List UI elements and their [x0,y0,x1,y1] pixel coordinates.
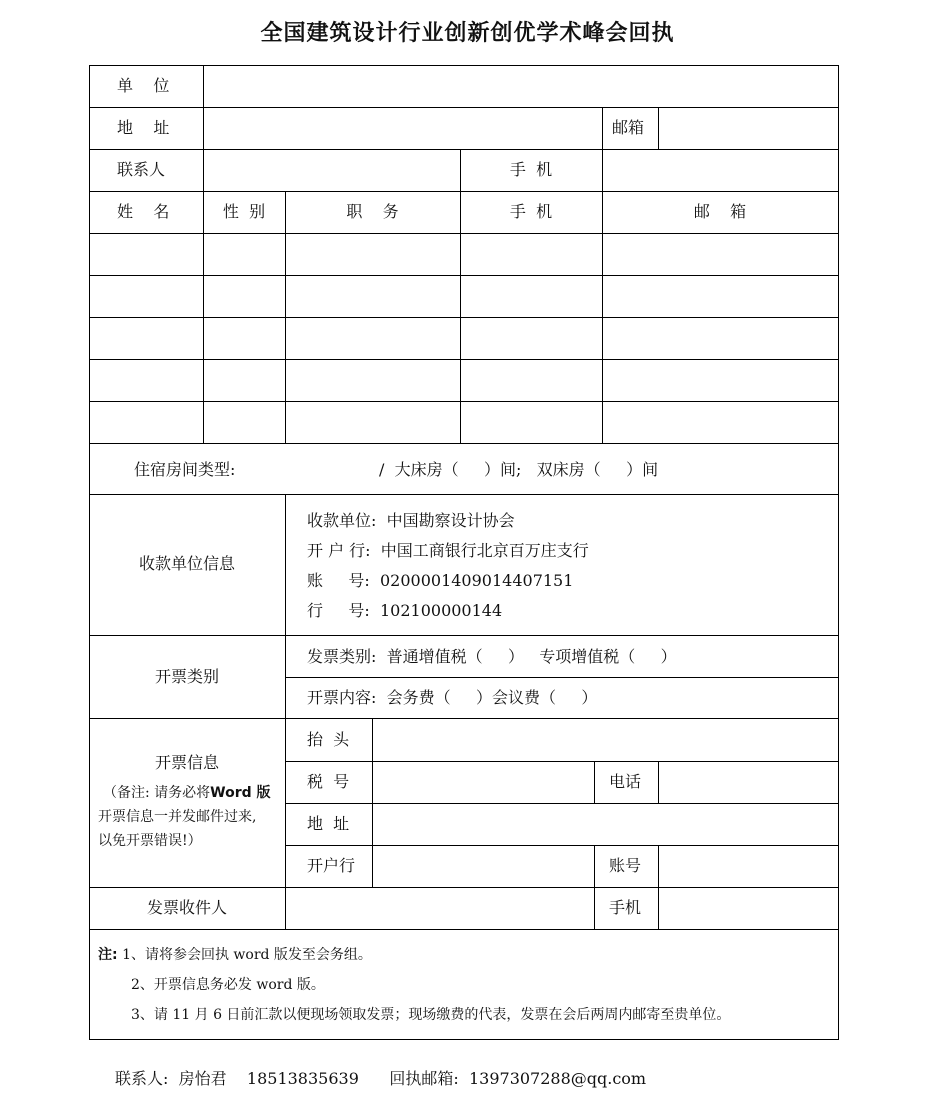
invoice-content: 开票内容: 会务费（ ）会议费（ ） [307,688,598,707]
row-divider [285,761,839,762]
col-divider [602,107,603,149]
col-divider [203,65,204,443]
row-divider [285,845,839,846]
col-divider [602,149,603,443]
note-item: 3、请 11 月 6 日前汇款以便现场领取发票；现场缴费的代表，发票在会后两周内邮寄至贵单位。 [131,1007,731,1023]
invoice-tax-label: 税 号 [307,772,350,791]
form-title: 全国建筑设计行业创新创优学术峰会回执 [260,21,675,46]
row-divider [89,401,839,402]
row-divider [89,275,839,276]
col-header-phone: 手 机 [509,202,553,221]
note-item: 2、开票信息务必发 word 版。 [131,977,325,993]
footer [115,1066,646,1089]
row-divider [89,635,839,636]
col-divider [285,191,286,443]
recipient-phone-label: 手机 [609,898,642,917]
registration-form [89,65,839,1039]
col-divider [658,107,659,149]
row-divider [89,718,839,719]
row-divider [89,887,839,888]
col-divider [285,494,286,929]
payee-label: 收款单位信息 [138,554,235,573]
row-divider [89,929,839,930]
col-header-gender: 性 别 [222,202,266,221]
invoice-info-label: 开票信息 [154,753,219,772]
address-label: 地 址 [117,118,170,137]
contact-label: 联系人 [117,160,166,179]
col-header-email: 邮 箱 [693,202,747,221]
invoice-address-label: 地 址 [307,814,350,833]
payee-line: 账 号: 0200001409014407151 [307,571,574,590]
row-divider [89,494,839,495]
note-item: 注: 1、请将参会回执 word 版发至会务组。 [98,947,372,963]
footer-email: 回执邮箱: 1397307288@qq.com [389,1069,647,1088]
payee-line: 开 户 行: 中国工商银行北京百万庄支行 [307,541,589,560]
invoice-account-label: 账号 [609,856,642,875]
row-divider [285,677,839,678]
col-divider [838,65,839,1040]
invoice-category: 发票类别: 普通增值税（ ） 专项增值税（ ） [307,647,677,666]
row-divider [89,1039,839,1040]
row-divider [89,233,839,234]
row-divider [89,317,839,318]
col-header-position: 职 务 [346,202,399,221]
row-divider [89,443,839,444]
row-divider [89,191,839,192]
col-divider [89,65,90,1040]
invoice-remark: （备注: 请务必将Word 版 [103,785,271,801]
row-divider [89,359,839,360]
invoice-phone-label: 电话 [609,772,642,791]
address-email-label: 邮箱 [612,118,645,137]
payee-line: 收款单位: 中国勘察设计协会 [307,511,515,530]
col-header-name: 姓 名 [117,202,170,221]
col-divider [658,761,659,803]
col-divider [658,845,659,929]
lodging-options: / 大床房（ ）间; 双床房（ ）间 [379,460,659,479]
row-divider [89,149,839,150]
unit-label: 单 位 [117,76,170,95]
payee-line: 行 号: 102100000144 [307,601,503,620]
col-divider [372,718,373,887]
lodging-label: 住宿房间类型: [134,460,236,479]
invoice-type-label: 开票类别 [154,667,219,686]
col-divider [594,845,595,929]
row-divider [89,107,839,108]
col-divider [460,149,461,443]
recipient-label: 发票收件人 [146,898,227,917]
invoice-remark-line: 以免开票错误!） [98,833,202,849]
contact-phone-label: 手 机 [509,160,553,179]
invoice-title-label: 抬 头 [307,730,350,749]
col-divider [594,761,595,803]
invoice-bank-label: 开户行 [307,856,356,875]
row-divider [285,803,839,804]
footer-contact: 联系人: 房怡君 18513835639 [115,1069,359,1088]
invoice-remark-line: 开票信息一并发邮件过来, [98,809,257,825]
row-divider [89,65,839,66]
